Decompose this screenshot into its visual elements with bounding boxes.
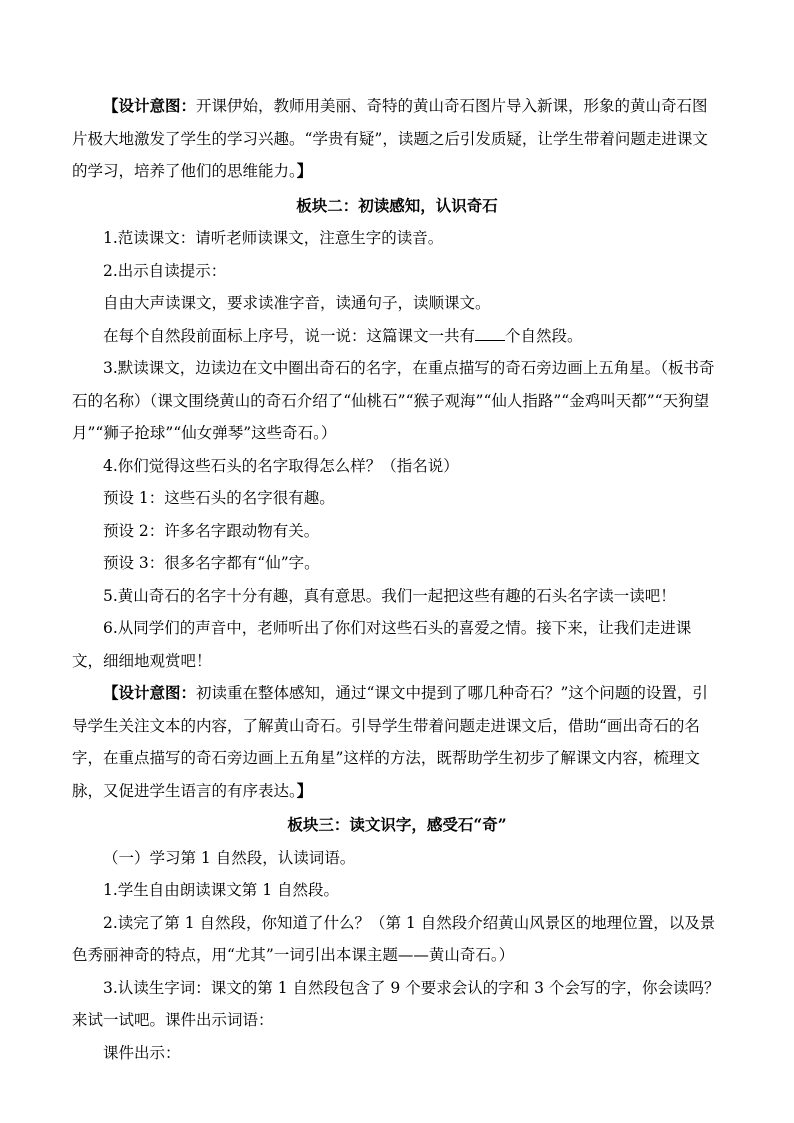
fill-in-blank [475, 325, 505, 341]
design-intent-close: 】 [296, 161, 313, 180]
paragraph: 预设 3：很多名字都有“仙”字。 [103, 554, 320, 572]
design-intent-1 [72, 90, 722, 188]
section-2-heading: 板块二：初读感知，认识奇石 [296, 195, 498, 215]
paragraph: 预设 2：许多名字跟动物有关。 [103, 521, 320, 540]
paragraph: 预设 1：这些石头的名字很有趣。 [103, 489, 335, 507]
paragraph: 1.学生自由朗读课文第 1 自然段。 [103, 881, 340, 899]
count-suffix: 个自然段。 [505, 326, 583, 345]
paragraph: 1.范读课文：请听老师读课文，注意生字的读音。 [103, 229, 444, 247]
document-body [72, 90, 722, 1069]
paragraph: （一）学习第 1 自然段，认读词语。 [103, 848, 356, 867]
paragraph: 3.默读课文，边读边在文中圈出奇石的名字，在重点描写的奇石旁边画上五角星。（板书奇石的名称）（课文围绕黄山的奇石介绍了“仙桃石”“猴子观海”“仙人指路”“金鸡叫天都”“天狗望月”“狮子抢球”“仙女弹琴”这些奇石。） [72, 359, 715, 442]
design-intent-2 [72, 677, 722, 807]
paragraph: 自由大声读课文，要求读准字音，读通句子，读顺课文。 [103, 294, 491, 312]
paragraph: 5.黄山奇石的名字十分有趣，真有意思。我们一起把这些有趣的石头名字读一读吧！ [103, 586, 676, 605]
design-intent-close: 】 [296, 780, 313, 800]
paragraph: 6.从同学们的声音中，老师听出了你们对这些石头的喜爱之情。接下来，让我们走进课文，细细地观赏吧！ [72, 619, 692, 670]
design-intent-text: 初读重在整体感知，通过“课文中提到了哪几种奇石？”这个问题的设置，引导学生关注文本的内容，了解黄山奇石。引导学生带着问题走进课文后，借助“画出奇石的名字，在重点描写的奇石旁边画上五角星”这样的方法，既帮助学生初步了解课文内容，梳理文脉，又促进学生语言的有序表达。 [72, 684, 708, 800]
paragraph: 2.读完了第 1 自然段，你知道了什么？（第 1 自然段介绍黄山风景区的地理位置，以及景色秀丽神奇的特点，用“尤其”一词引出本课主题——黄山奇石。） [72, 913, 716, 964]
count-prefix: 在每个自然段前面标上序号，说一说：这篇课文一共有 [103, 326, 476, 345]
paragraph: 4.你们觉得这些石头的名字取得怎么样？（指名说） [103, 456, 459, 475]
section-3-heading: 板块三：读文识字，感受石“奇” [287, 815, 507, 834]
paragraph: 课件出示： [103, 1043, 181, 1062]
design-intent-text: 开课伊始，教师用美丽、奇特的黄山奇石图片导入新课，形象的黄山奇石图片极大地激发了学生的学习兴趣。“学贵有疑”，读题之后引发质疑，让学生带着问题走进课文的学习，培养了他们的思维能力。 [72, 97, 708, 180]
paragraph: 2.出示自读提示： [103, 261, 227, 280]
design-intent-label: 【设计意图： [103, 96, 197, 115]
paragraph-count-question [72, 320, 722, 353]
design-intent-label: 【设计意图： [103, 683, 197, 702]
paragraph: 3.认读生字词：课文的第 1 自然段包含了 9 个要求会认的字和 3 个会写的字，你会读吗？来试一试吧。课件出示词语： [72, 978, 720, 1029]
